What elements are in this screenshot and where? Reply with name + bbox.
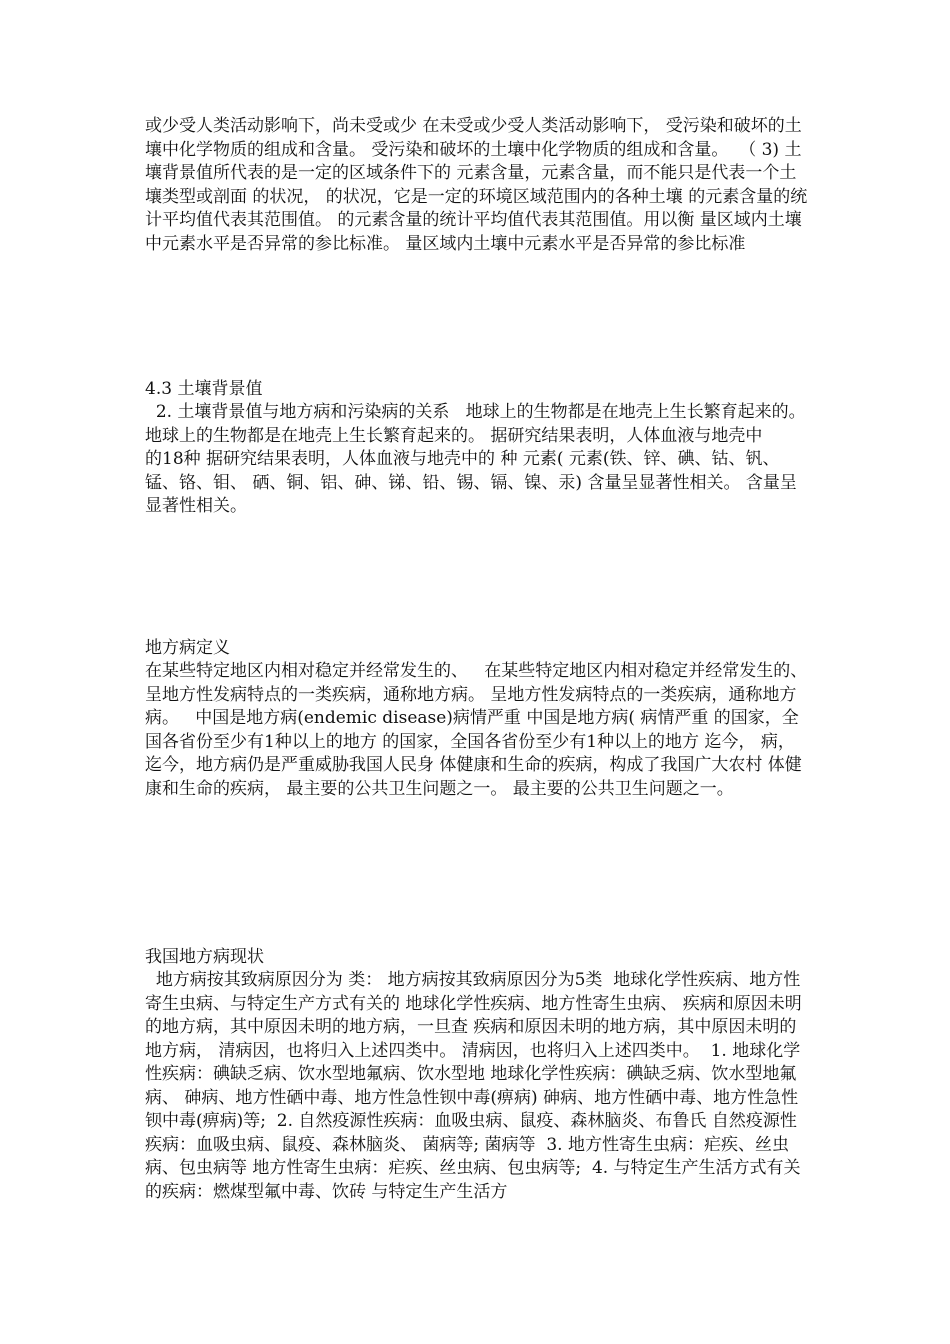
section-heading-endemic-definition: 地方病定义 (145, 638, 230, 658)
section-heading-endemic-status: 我国地方病现状 (145, 947, 264, 967)
paragraph-endemic-definition: 在某些特定地区内相对稳定并经常发生的、 在某些特定地区内相对稳定并经常发生的、 呈地方性发病特点的一类疾病，通称地方病。 呈地方性发病特点的一类疾病，通称地方病。 中国是地方病(endemic disease)病情严重 中国是地方病( 病情严重 的国家，全国各省份至少有1种以上的地方 的国家，全国各省份至少有1种以上的地方 迄今， 病，迄今，地方病仍是严重威胁我国人民身 体健康和生命的疾病，构成了我国广大农村 体健康和生命的疾病， 最主要的公共卫生问题之一。 最主要的公共卫生问题之一。 (145, 661, 813, 799)
paragraph-endemic-status: 地方病按其致病原因分为 类： 地方病按其致病原因分为5类 地球化学性疾病、地方性寄生虫病、与特定生产方式有关的 地球化学性疾病、地方性寄生虫病、 疾病和原因未明的地方病，其中原因未明的地方病，一旦查 疾病和原因未明的地方病，其中原因未明的地方病， 清病因，也将归入上述四类中。 清病因，也将归入上述四类中。 1. 地球化学性疾病：碘缺乏病、饮水型地氟病、饮水型地 地球化学性疾病：碘缺乏病、饮水型地氟病、 砷病、地方性硒中毒、地方性急性钡中毒(痹病) 砷病、地方性硒中毒、地方性急性钡中毒(痹病)等; 2. 自然疫源性疾病：血吸虫病、鼠疫、森林脑炎、布鲁氏 自然疫源性疾病：血吸虫病、鼠疫、森林脑炎、 菌病等; 菌病等 3. 地方性寄生虫病：疟疾、丝虫病、包虫病等 地方性寄生虫病：疟疾、丝虫病、包虫病等; 4. 与特定生产生活方式有关的疾病：燃煤型氟中毒、饮砖 与特定生产生活方 (145, 970, 802, 1202)
paragraph-soil-background-definition: 或少受人类活动影响下，尚未受或少 在未受或少受人类活动影响下， 受污染和破坏的土壤中化学物质的组成和含量。 受污染和破坏的土壤中化学物质的组成和含量。 （ 3) 土壤背景值所代表的是一定的区域条件下的 元素含量，元素含量，而不能只是代表一个土壤类型或剖面 的状况， 的状况，它是一定的环境区域范围内的各种土壤 的元素含量的统计平均值代表其范围值。 的元素含量的统计平均值代表其范围值。用以衡 量区域内土壤中元素水平是否异常的参比标准。 量区域内土壤中元素水平是否异常的参比标准 (145, 116, 808, 254)
paragraph-endemic-disease-relation: 2. 土壤背景值与地方病和污染病的关系 地球上的生物都是在地壳上生长繁育起来的。 地球上的生物都是在地壳上生长繁育起来的。 据研究结果表明，人体血液与地壳中 的18种 据研究结果表明，人体血液与地壳中的 种 元素( 元素(铁、锌、碘、钴、钒、锰、铬、钼、 硒、铜、铝、砷、锑、铅、锡、镉、镍、汞) 含量呈显著性相关。 含量呈显著性相关。 (145, 402, 806, 516)
section-heading-soil-background-value: 4.3 土壤背景值 (145, 379, 263, 399)
